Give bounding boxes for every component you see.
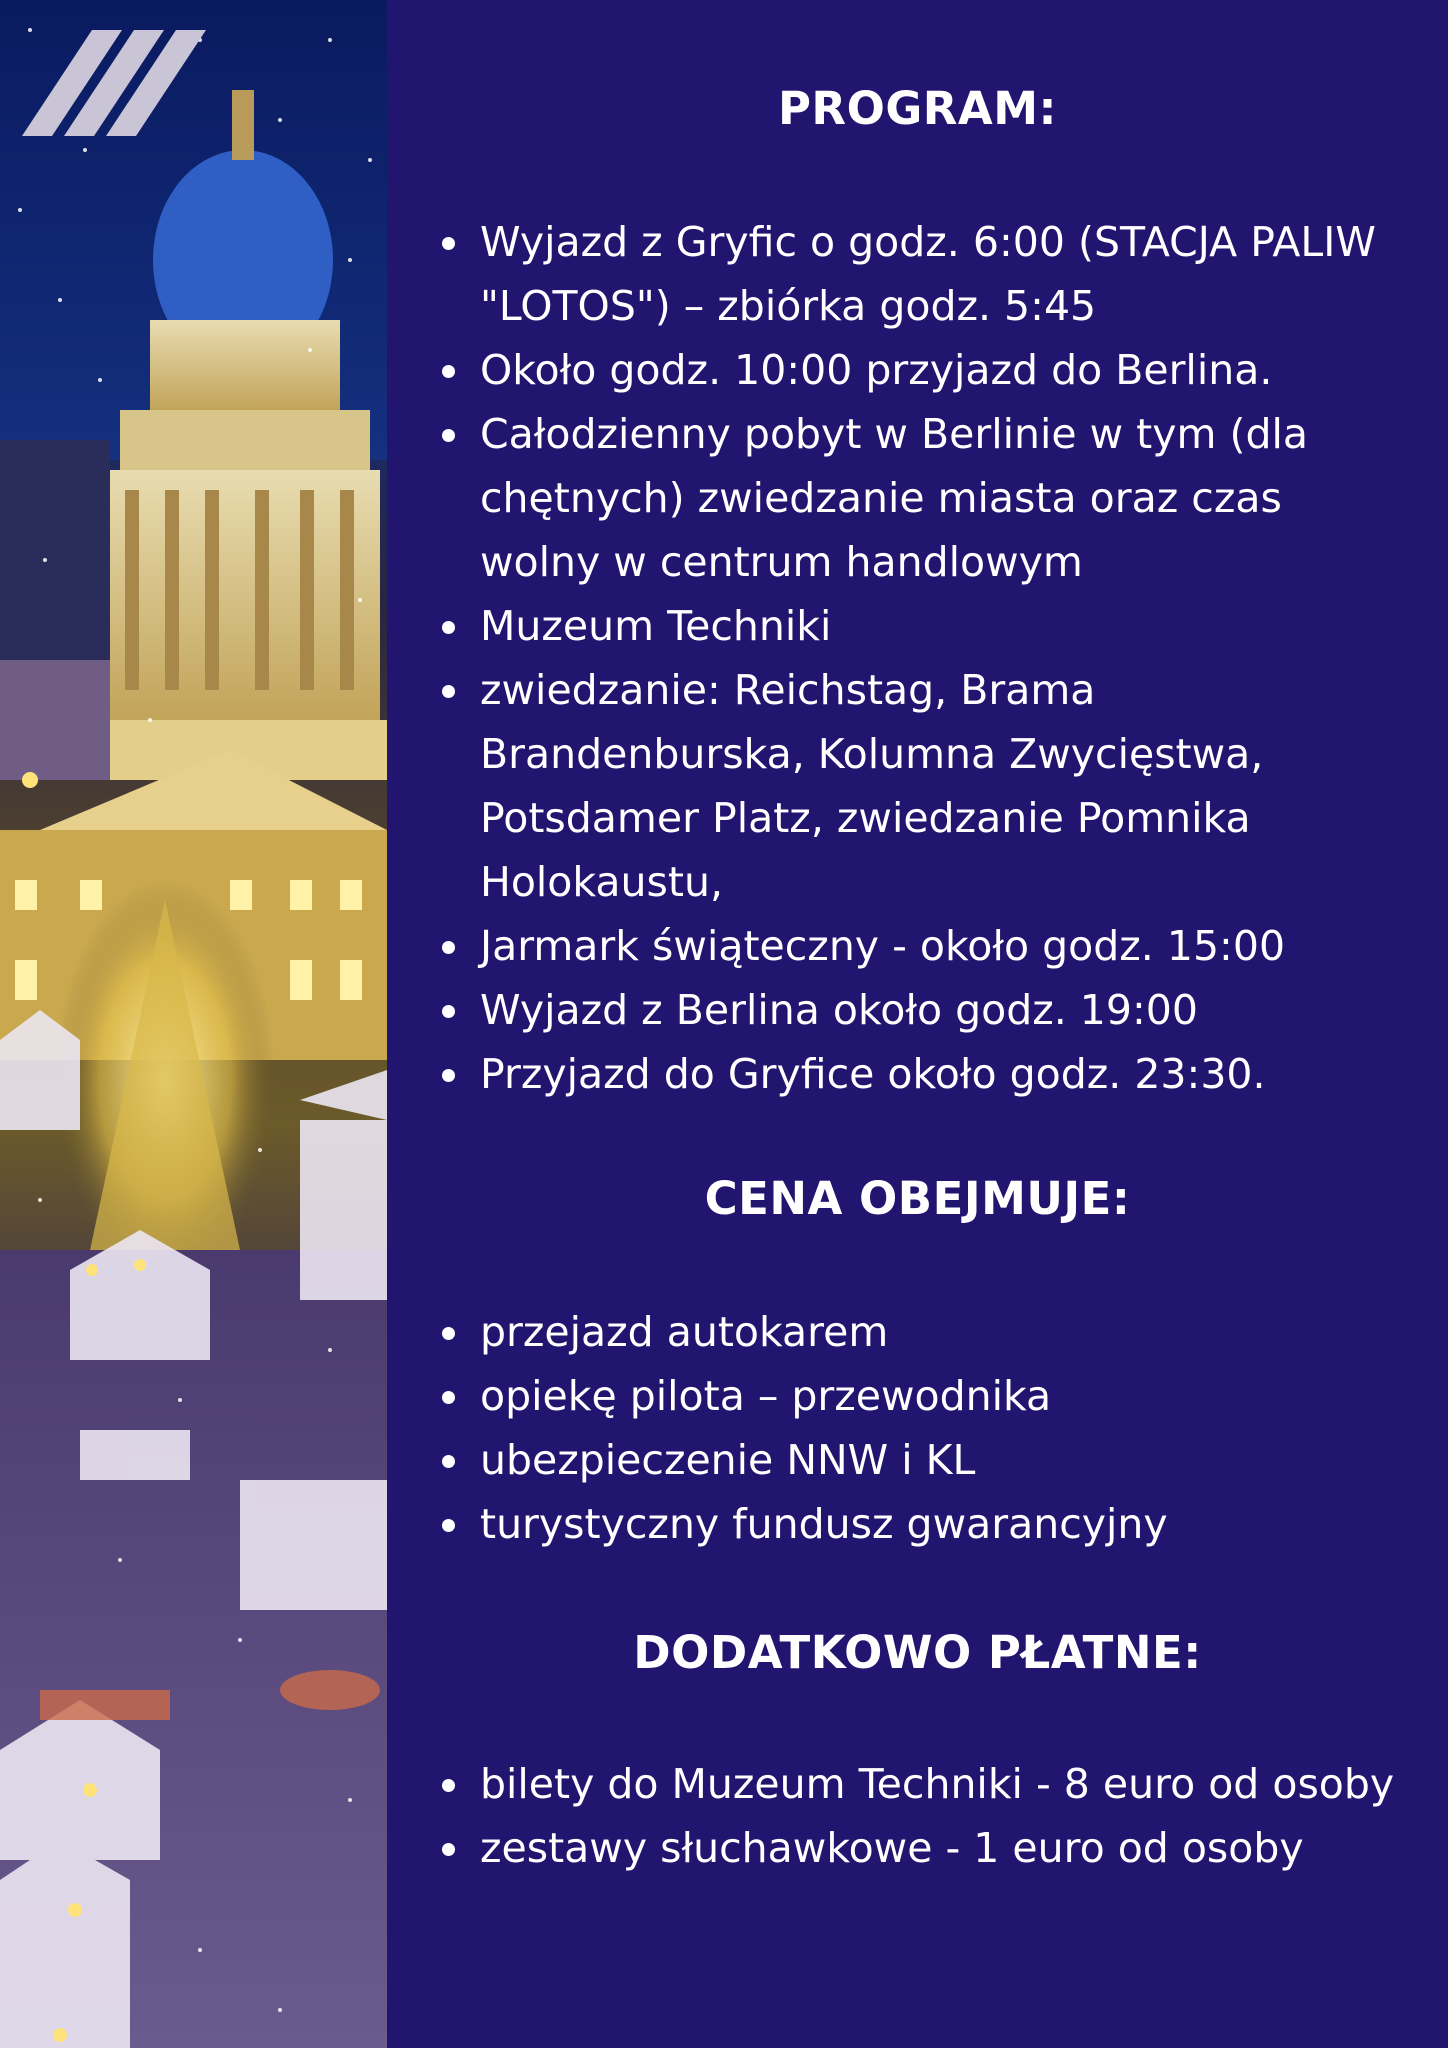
list-item [440, 402, 1395, 594]
list-item [440, 338, 1395, 402]
bullet-icon [442, 1455, 455, 1468]
list-item [440, 1816, 1395, 1880]
bullet-icon [442, 941, 455, 954]
photo-illustration [0, 0, 387, 2048]
price-includes-list [440, 1300, 1395, 1556]
list-item [440, 1752, 1395, 1816]
bullet-icon [442, 1519, 455, 1532]
list-item-text: ubezpieczenie NNW i KL [480, 1436, 976, 1484]
bullet-icon [442, 1069, 455, 1082]
list-item-text: Całodzienny pobyt w Berlinie w tym (dla chętnych) zwiedzanie miasta oraz czas wolny w centrum handlowym [480, 410, 1309, 586]
content-panel [387, 0, 1448, 2048]
list-item [440, 1364, 1395, 1428]
list-item-text: przejazd autokarem [480, 1308, 889, 1356]
three-slash-stripes-logo [22, 28, 232, 138]
list-item [440, 658, 1395, 914]
bullet-icon [442, 1391, 455, 1404]
program-list [440, 210, 1395, 1106]
bullet-icon [442, 429, 455, 442]
program-heading: PROGRAM: [777, 82, 1058, 135]
list-item-text: Wyjazd z Gryfic o godz. 6:00 (STACJA PALIW "LOTOS") – zbiórka godz. 5:45 [480, 218, 1376, 330]
list-item-text: Wyjazd z Berlina około godz. 19:00 [480, 986, 1198, 1034]
list-item-text: turystyczny fundusz gwarancyjny [480, 1500, 1168, 1548]
list-item [440, 1428, 1395, 1492]
bullet-icon [442, 237, 455, 250]
list-item-text: opiekę pilota – przewodnika [480, 1372, 1052, 1420]
bullet-icon [442, 365, 455, 378]
bullet-icon [442, 1843, 455, 1856]
bullet-icon [442, 1327, 455, 1340]
list-item [440, 1300, 1395, 1364]
bullet-icon [442, 621, 455, 634]
bullet-icon [442, 685, 455, 698]
list-item-text: Przyjazd do Gryfice około godz. 23:30. [480, 1050, 1266, 1098]
list-item [440, 978, 1395, 1042]
list-item [440, 210, 1395, 338]
berlin-christmas-market-photo [0, 0, 387, 2048]
list-item-text: zwiedzanie: Reichstag, Brama Brandenburska, Kolumna Zwycięstwa, Potsdamer Platz, zwiedzanie Pomnika Holokaustu, [480, 666, 1264, 906]
list-item-text: Jarmark świąteczny - około godz. 15:00 [480, 922, 1286, 970]
bullet-icon [442, 1005, 455, 1018]
list-item [440, 914, 1395, 978]
extra-paid-list [440, 1752, 1395, 1880]
bullet-icon [442, 1779, 455, 1792]
list-item-text: Około godz. 10:00 przyjazd do Berlina. [480, 346, 1273, 394]
list-item-text: bilety do Muzeum Techniki - 8 euro od osoby [480, 1760, 1395, 1808]
list-item [440, 1042, 1395, 1106]
list-item [440, 1492, 1395, 1556]
list-item [440, 594, 1395, 658]
list-item-text: Muzeum Techniki [480, 602, 832, 650]
extra-paid-heading: DODATKOWO PŁATNE: [633, 1626, 1202, 1679]
price-includes-heading: CENA OBEJMUJE: [704, 1172, 1131, 1225]
list-item-text: zestawy słuchawkowe - 1 euro od osoby [480, 1824, 1304, 1872]
